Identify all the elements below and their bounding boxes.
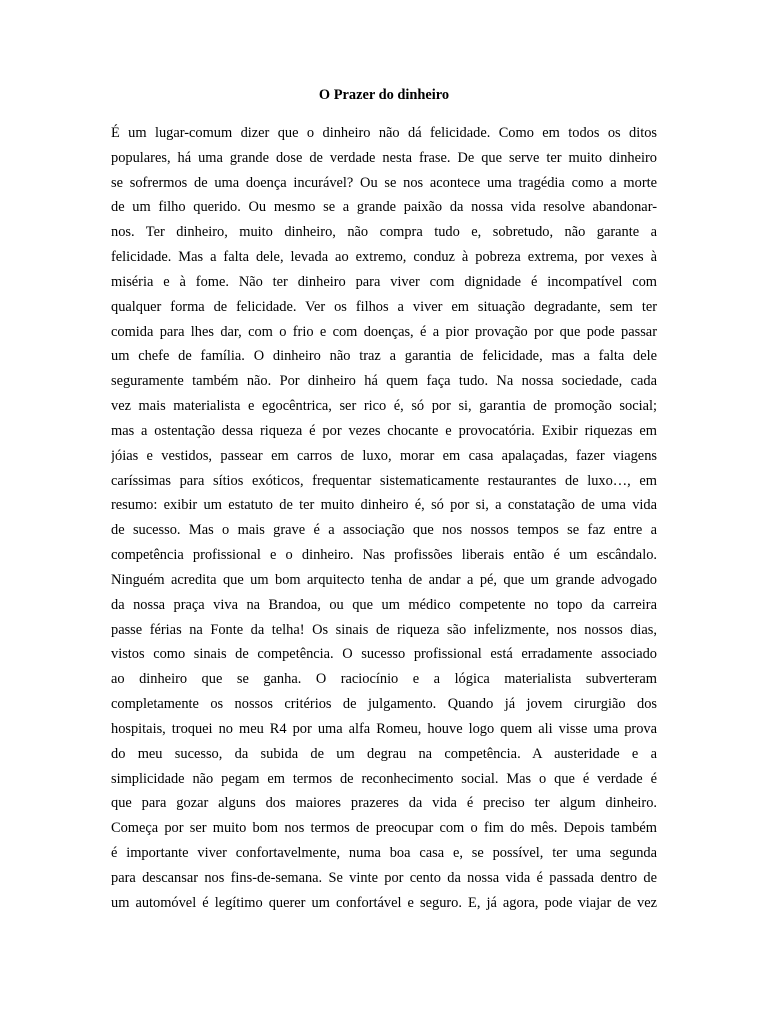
paragraph-line: qualquer forma de felicidade. Ver os filhos a viver em situação degradante, sem ter — [111, 298, 657, 315]
paragraph-line: é importante viver confortavelmente, numa boa casa e, se possível, ter uma segunda — [111, 845, 657, 862]
paragraph-line: Ninguém acredita que um bom arquitecto tenha de andar a pé, que um grande advogado — [111, 571, 657, 588]
paragraph-line: caríssimas para sítios exóticos, frequentar sistematicamente restaurantes de luxo…, em — [111, 472, 657, 489]
paragraph-line: seguramente também não. Por dinheiro há quem faça tudo. Na nossa sociedade, cada — [111, 373, 657, 390]
paragraph-line: passe férias na Fonte da telha! Os sinais de riqueza são infelizmente, nos nossos dias, — [111, 621, 657, 638]
paragraph-line: populares, há uma grande dose de verdade nesta frase. De que serve ter muito dinheiro — [111, 149, 657, 166]
paragraph-line: um automóvel é legítimo querer um confortável e seguro. E, já agora, pode viajar de vez — [111, 894, 657, 911]
paragraph-line: hospitais, troquei no meu R4 por uma alfa Romeu, houve logo quem ali visse uma prova — [111, 720, 657, 737]
document-body — [111, 121, 657, 916]
paragraph-line: um chefe de família. O dinheiro não traz a garantia de felicidade, mas a falta dele — [111, 348, 657, 365]
paragraph-line: jóias e vestidos, passear em carros de luxo, morar em casa apalaçadas, fazer viagens — [111, 447, 657, 464]
paragraph-line: completamente os nossos critérios de julgamento. Quando já jovem cirurgião dos — [111, 696, 657, 713]
paragraph-line: Começa por ser muito bom nos termos de preocupar com o fim do mês. Depois também — [111, 820, 657, 837]
paragraph-line: se sofrermos de uma doença incurável? Ou se nos acontece uma tragédia como a morte — [111, 174, 657, 191]
paragraph-line: nos. Ter dinheiro, muito dinheiro, não compra tudo e, sobretudo, não garante a — [111, 224, 657, 241]
paragraph-line: resumo: exibir um estatuto de ter muito dinheiro é, só por si, a constatação de uma vida — [111, 497, 657, 514]
paragraph-line: É um lugar-comum dizer que o dinheiro não dá felicidade. Como em todos os ditos — [111, 125, 657, 141]
paragraph-line: ao dinheiro que se ganha. O raciocínio e a lógica materialista subverteram — [111, 671, 657, 688]
paragraph-line: do meu sucesso, da subida de um degrau na competência. A austeridade e a — [111, 745, 657, 762]
paragraph-line: que para gozar alguns dos maiores prazeres da vida é preciso ter algum dinheiro. — [111, 795, 657, 812]
paragraph-line: de sucesso. Mas o mais grave é a associação que nos nossos tempos se faz entre a — [111, 522, 657, 539]
paragraph-line: de um filho querido. Ou mesmo se a grande paixão da nossa vida resolve abandonar- — [111, 199, 657, 216]
paragraph-line: simplicidade não pegam em termos de reconhecimento social. Mas o que é verdade é — [111, 770, 657, 787]
document-title: O Prazer do dinheiro — [318, 87, 450, 103]
paragraph-line: comida para lhes dar, com o frio e com doenças, é a pior provação por que pode passar — [111, 323, 657, 340]
paragraph-line: mas a ostentação dessa riqueza é por vezes chocante e provocatória. Exibir riquezas em — [111, 422, 657, 439]
paragraph-line: para descansar nos fins-de-semana. Se vinte por cento da nossa vida é passada dentro de — [111, 869, 657, 886]
paragraph-line: da nossa praça viva na Brandoa, ou que um médico competente no topo da carreira — [111, 596, 657, 613]
paragraph-line: vez mais materialista e egocêntrica, ser rico é, só por si, garantia de promoção social; — [111, 398, 657, 415]
paragraph-line: felicidade. Mas a falta dele, levada ao extremo, conduz à pobreza extrema, por vexes à — [111, 249, 657, 266]
paragraph-line: competência profissional e o dinheiro. Nas profissões liberais então é um escândalo. — [111, 547, 657, 564]
paragraph-line: vistos como sinais de competência. O sucesso profissional está erradamente associado — [111, 646, 657, 663]
paragraph-line: miséria e à fome. Não ter dinheiro para viver com dignidade é incompatível com — [111, 273, 657, 290]
